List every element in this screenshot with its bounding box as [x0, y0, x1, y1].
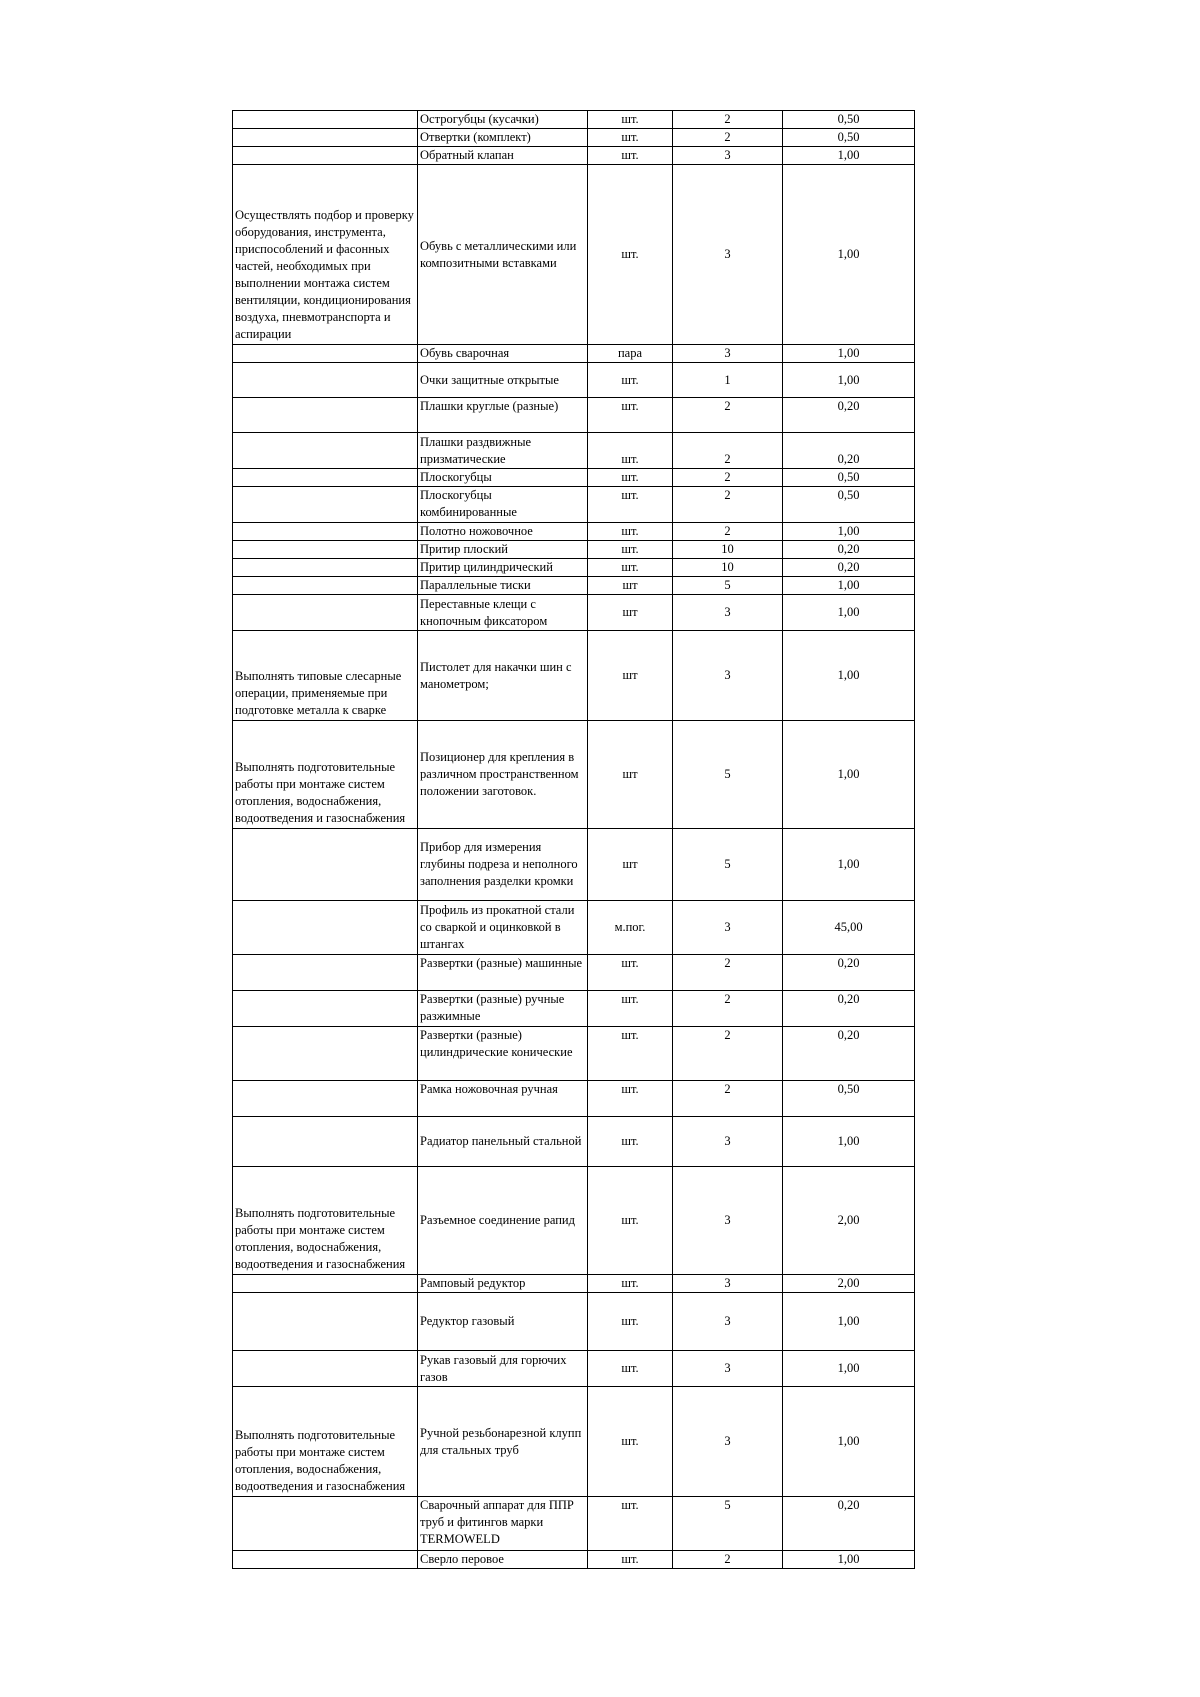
coefficient-cell: 0,50 — [783, 487, 915, 523]
item-name-cell: Очки защитные открытые — [418, 363, 588, 398]
table-row — [233, 147, 915, 165]
item-name-cell: Развертки (разные) ручные разжимные — [418, 991, 588, 1027]
activity-cell — [233, 1497, 418, 1551]
quantity-cell: 2 — [673, 487, 783, 523]
item-name-cell: Притир цилиндрический — [418, 559, 588, 577]
table-row — [233, 1081, 915, 1117]
table-row — [233, 829, 915, 901]
table-row — [233, 1387, 915, 1497]
activity-cell — [233, 1351, 418, 1387]
activity-cell — [233, 559, 418, 577]
activity-cell — [233, 129, 418, 147]
coefficient-cell: 1,00 — [783, 1551, 915, 1569]
item-name-cell: Сварочный аппарат для ППР труб и фитингов марки TERMOWELD — [418, 1497, 588, 1551]
quantity-cell: 2 — [673, 523, 783, 541]
table-row — [233, 1497, 915, 1551]
activity-cell — [233, 398, 418, 433]
item-name-cell: Рукав газовый для горючих газов — [418, 1351, 588, 1387]
unit-cell: шт. — [588, 1387, 673, 1497]
quantity-cell: 2 — [673, 1081, 783, 1117]
quantity-cell: 3 — [673, 1293, 783, 1351]
activity-cell: Выполнять подготовительные работы при монтаже систем отопления, водоснабжения, водоотведения и газоснабжения — [233, 721, 418, 829]
coefficient-cell: 1,00 — [783, 147, 915, 165]
quantity-cell: 3 — [673, 901, 783, 955]
coefficient-cell: 1,00 — [783, 721, 915, 829]
unit-cell: шт — [588, 721, 673, 829]
quantity-cell: 2 — [673, 1551, 783, 1569]
quantity-cell: 2 — [673, 433, 783, 469]
coefficient-cell: 1,00 — [783, 829, 915, 901]
unit-cell: шт. — [588, 363, 673, 398]
item-name-cell: Притир плоский — [418, 541, 588, 559]
activity-cell — [233, 147, 418, 165]
quantity-cell: 3 — [673, 631, 783, 721]
item-name-cell: Отвертки (комплект) — [418, 129, 588, 147]
unit-cell: шт. — [588, 1027, 673, 1081]
table-row — [233, 1027, 915, 1081]
activity-cell — [233, 469, 418, 487]
quantity-cell: 5 — [673, 721, 783, 829]
item-name-cell: Редуктор газовый — [418, 1293, 588, 1351]
table-row — [233, 433, 915, 469]
quantity-cell: 3 — [673, 345, 783, 363]
activity-cell — [233, 955, 418, 991]
coefficient-cell: 2,00 — [783, 1275, 915, 1293]
item-name-cell: Ручной резьбонарезной клупп для стальных труб — [418, 1387, 588, 1497]
unit-cell: шт. — [588, 1293, 673, 1351]
unit-cell: пара — [588, 345, 673, 363]
activity-cell — [233, 345, 418, 363]
activity-cell — [233, 487, 418, 523]
item-name-cell: Параллельные тиски — [418, 577, 588, 595]
quantity-cell: 2 — [673, 991, 783, 1027]
coefficient-cell: 0,20 — [783, 541, 915, 559]
quantity-cell: 3 — [673, 1387, 783, 1497]
coefficient-cell: 0,20 — [783, 398, 915, 433]
table-row — [233, 469, 915, 487]
unit-cell: шт. — [588, 398, 673, 433]
item-name-cell: Плашки раздвижные призматические — [418, 433, 588, 469]
coefficient-cell: 0,20 — [783, 955, 915, 991]
coefficient-cell: 0,50 — [783, 129, 915, 147]
unit-cell: шт. — [588, 147, 673, 165]
unit-cell: шт. — [588, 1497, 673, 1551]
unit-cell: шт — [588, 577, 673, 595]
table-row — [233, 165, 915, 345]
coefficient-cell: 45,00 — [783, 901, 915, 955]
activity-cell — [233, 901, 418, 955]
quantity-cell: 2 — [673, 398, 783, 433]
coefficient-cell: 1,00 — [783, 577, 915, 595]
item-name-cell: Радиатор панельный стальной — [418, 1117, 588, 1167]
table-row — [233, 363, 915, 398]
coefficient-cell: 0,50 — [783, 469, 915, 487]
item-name-cell: Плоскогубцы комбинированные — [418, 487, 588, 523]
quantity-cell: 3 — [673, 1275, 783, 1293]
item-name-cell: Развертки (разные) машинные — [418, 955, 588, 991]
unit-cell: шт. — [588, 559, 673, 577]
quantity-cell: 1 — [673, 363, 783, 398]
activity-cell — [233, 829, 418, 901]
unit-cell: шт. — [588, 487, 673, 523]
unit-cell: шт. — [588, 523, 673, 541]
activity-cell — [233, 1551, 418, 1569]
activity-cell — [233, 1117, 418, 1167]
unit-cell: шт. — [588, 955, 673, 991]
unit-cell: шт. — [588, 1167, 673, 1275]
item-name-cell: Развертки (разные) цилиндрические конические — [418, 1027, 588, 1081]
coefficient-cell: 1,00 — [783, 1387, 915, 1497]
item-name-cell: Полотно ножовочное — [418, 523, 588, 541]
coefficient-cell: 0,20 — [783, 1497, 915, 1551]
unit-cell: шт. — [588, 991, 673, 1027]
table-row — [233, 1293, 915, 1351]
unit-cell: шт. — [588, 1275, 673, 1293]
coefficient-cell: 1,00 — [783, 523, 915, 541]
coefficient-cell: 1,00 — [783, 363, 915, 398]
table-row — [233, 111, 915, 129]
item-name-cell: Переставные клещи с кнопочным фиксатором — [418, 595, 588, 631]
item-name-cell: Прибор для измерения глубины подреза и неполного заполнения разделки кромки — [418, 829, 588, 901]
quantity-cell: 2 — [673, 111, 783, 129]
activity-cell — [233, 1081, 418, 1117]
item-name-cell: Рамповый редуктор — [418, 1275, 588, 1293]
coefficient-cell: 0,50 — [783, 1081, 915, 1117]
equipment-table-body — [233, 111, 915, 1569]
item-name-cell: Разъемное соединение рапид — [418, 1167, 588, 1275]
item-name-cell: Позиционер для крепления в различном пространственном положении заготовок. — [418, 721, 588, 829]
table-row — [233, 577, 915, 595]
activity-cell: Выполнять подготовительные работы при монтаже систем отопления, водоснабжения, водоотведения и газоснабжения — [233, 1387, 418, 1497]
unit-cell: шт. — [588, 165, 673, 345]
quantity-cell: 3 — [673, 165, 783, 345]
table-row — [233, 631, 915, 721]
unit-cell: шт. — [588, 1117, 673, 1167]
table-row — [233, 541, 915, 559]
table-row — [233, 901, 915, 955]
quantity-cell: 10 — [673, 541, 783, 559]
table-row — [233, 1167, 915, 1275]
coefficient-cell: 1,00 — [783, 345, 915, 363]
coefficient-cell: 1,00 — [783, 1351, 915, 1387]
coefficient-cell: 2,00 — [783, 1167, 915, 1275]
unit-cell: шт — [588, 595, 673, 631]
unit-cell: шт. — [588, 111, 673, 129]
unit-cell: шт. — [588, 541, 673, 559]
coefficient-cell: 1,00 — [783, 1117, 915, 1167]
item-name-cell: Сверло перовое — [418, 1551, 588, 1569]
coefficient-cell: 1,00 — [783, 595, 915, 631]
item-name-cell: Обувь сварочная — [418, 345, 588, 363]
item-name-cell: Обувь с металлическими или композитными вставками — [418, 165, 588, 345]
quantity-cell: 2 — [673, 469, 783, 487]
quantity-cell: 5 — [673, 577, 783, 595]
unit-cell: шт. — [588, 129, 673, 147]
activity-cell — [233, 523, 418, 541]
table-row — [233, 398, 915, 433]
unit-cell: шт. — [588, 1551, 673, 1569]
unit-cell: шт. — [588, 1351, 673, 1387]
coefficient-cell: 1,00 — [783, 165, 915, 345]
coefficient-cell: 0,20 — [783, 433, 915, 469]
table-row — [233, 1275, 915, 1293]
quantity-cell: 3 — [673, 595, 783, 631]
equipment-table-page — [232, 110, 915, 1569]
item-name-cell: Плоскогубцы — [418, 469, 588, 487]
unit-cell: шт — [588, 631, 673, 721]
activity-cell — [233, 577, 418, 595]
item-name-cell: Обратный клапан — [418, 147, 588, 165]
quantity-cell: 5 — [673, 1497, 783, 1551]
item-name-cell: Пистолет для накачки шин с манометром; — [418, 631, 588, 721]
activity-cell — [233, 1027, 418, 1081]
activity-cell — [233, 433, 418, 469]
table-row — [233, 721, 915, 829]
table-row — [233, 345, 915, 363]
unit-cell: шт. — [588, 469, 673, 487]
coefficient-cell: 1,00 — [783, 1293, 915, 1351]
coefficient-cell: 0,20 — [783, 1027, 915, 1081]
table-row — [233, 1351, 915, 1387]
activity-cell — [233, 111, 418, 129]
quantity-cell: 2 — [673, 129, 783, 147]
table-row — [233, 523, 915, 541]
activity-cell — [233, 991, 418, 1027]
table-row — [233, 955, 915, 991]
activity-cell — [233, 541, 418, 559]
activity-cell: Выполнять типовые слесарные операции, применяемые при подготовке металла к сварке — [233, 631, 418, 721]
quantity-cell: 3 — [673, 147, 783, 165]
coefficient-cell: 0,50 — [783, 111, 915, 129]
activity-cell: Выполнять подготовительные работы при монтаже систем отопления, водоснабжения, водоотведения и газоснабжения — [233, 1167, 418, 1275]
activity-cell — [233, 363, 418, 398]
table-row — [233, 559, 915, 577]
item-name-cell: Рамка ножовочная ручная — [418, 1081, 588, 1117]
quantity-cell: 3 — [673, 1167, 783, 1275]
table-row — [233, 1117, 915, 1167]
unit-cell: шт. — [588, 1081, 673, 1117]
coefficient-cell: 0,20 — [783, 559, 915, 577]
equipment-table — [232, 110, 915, 1569]
activity-cell — [233, 1275, 418, 1293]
quantity-cell: 3 — [673, 1117, 783, 1167]
item-name-cell: Профиль из прокатной стали со сваркой и оцинковкой в штангах — [418, 901, 588, 955]
table-row — [233, 487, 915, 523]
coefficient-cell: 0,20 — [783, 991, 915, 1027]
unit-cell: шт. — [588, 433, 673, 469]
quantity-cell: 2 — [673, 1027, 783, 1081]
item-name-cell: Острогубцы (кусачки) — [418, 111, 588, 129]
quantity-cell: 5 — [673, 829, 783, 901]
quantity-cell: 2 — [673, 955, 783, 991]
quantity-cell: 3 — [673, 1351, 783, 1387]
unit-cell: шт — [588, 829, 673, 901]
quantity-cell: 10 — [673, 559, 783, 577]
coefficient-cell: 1,00 — [783, 631, 915, 721]
unit-cell: м.пог. — [588, 901, 673, 955]
table-row — [233, 129, 915, 147]
activity-cell — [233, 1293, 418, 1351]
table-row — [233, 991, 915, 1027]
activity-cell — [233, 595, 418, 631]
activity-cell: Осуществлять подбор и проверку оборудования, инструмента, приспособлений и фасонных частей, необходимых при выполнении монтажа систем вентиляции, кондиционирования воздуха, пневмотранспорта и аспирации — [233, 165, 418, 345]
table-row — [233, 595, 915, 631]
table-row — [233, 1551, 915, 1569]
item-name-cell: Плашки круглые (разные) — [418, 398, 588, 433]
